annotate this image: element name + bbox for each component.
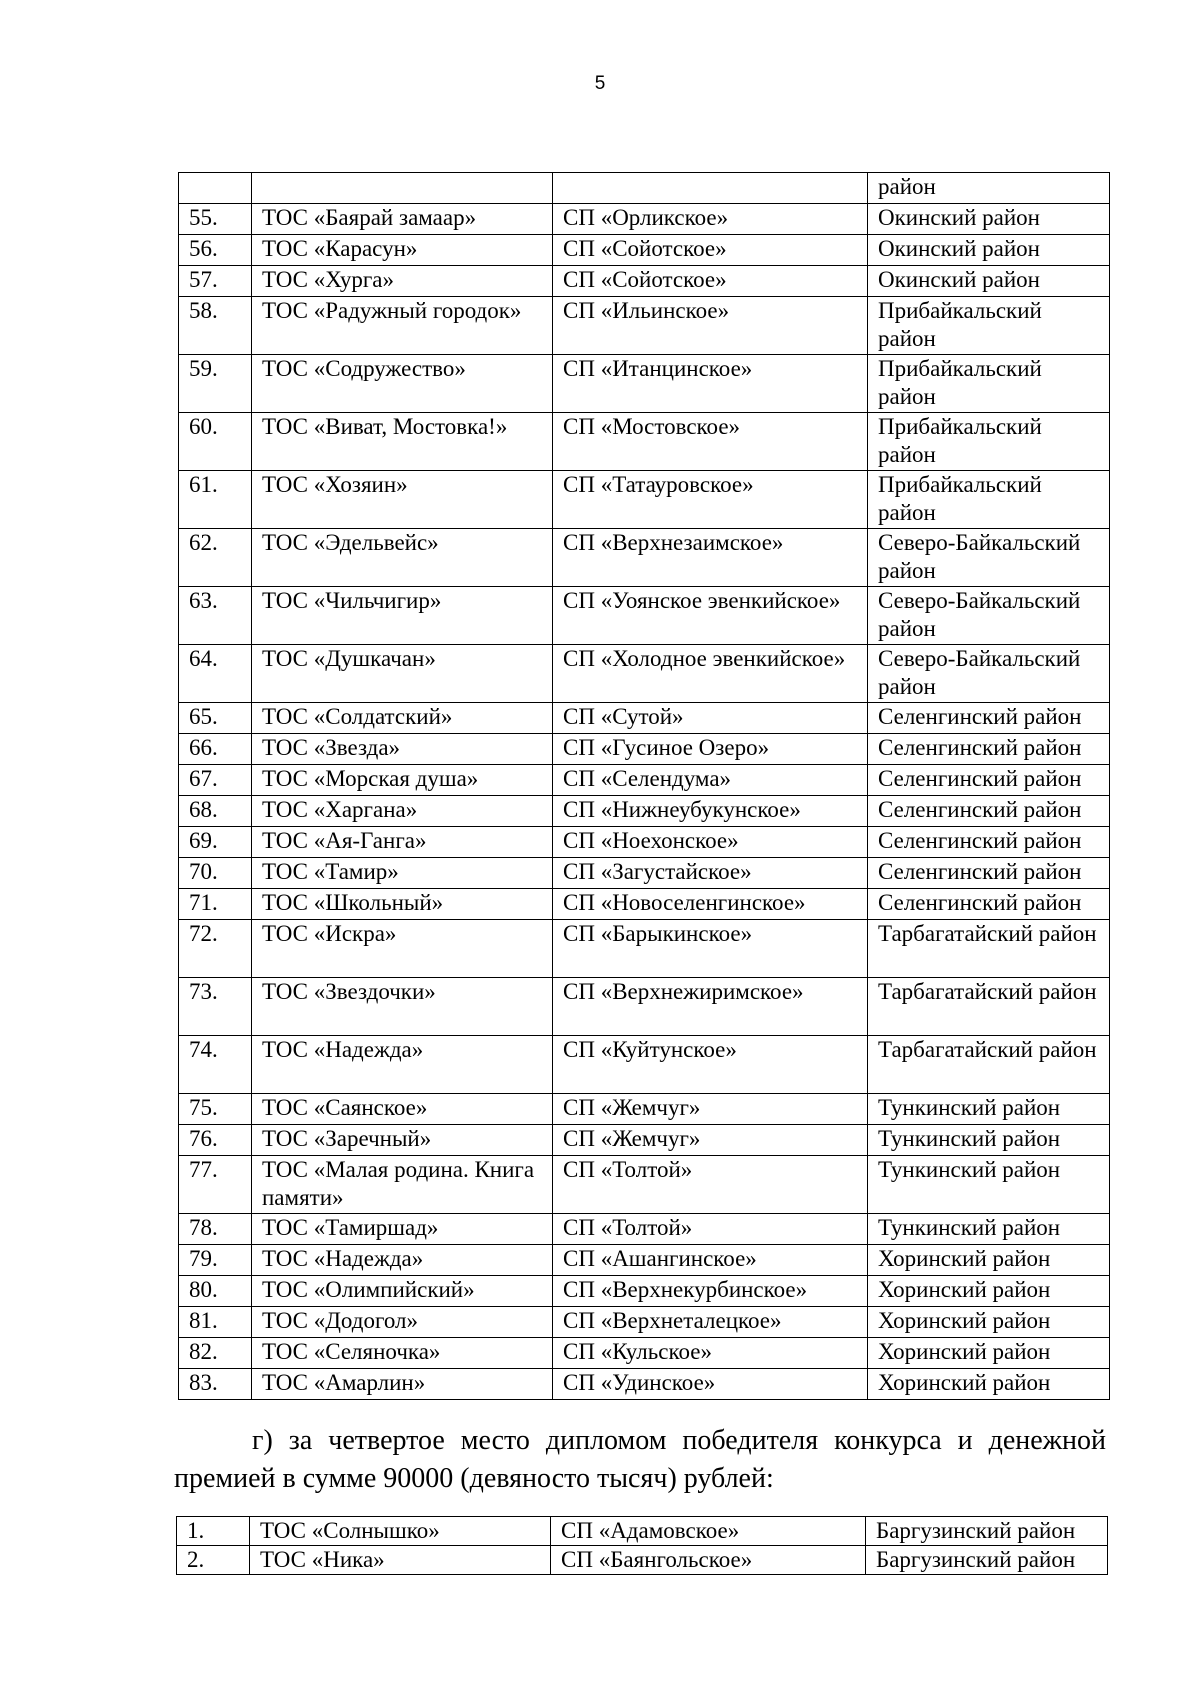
row-number: 61. <box>179 471 252 529</box>
district-name: Хоринский район <box>868 1245 1110 1276</box>
tos-name: ТОС «Морская душа» <box>252 765 553 796</box>
table-row <box>179 1307 1110 1338</box>
table-row <box>179 1036 1110 1094</box>
tos-name: ТОС «Амарлин» <box>252 1369 553 1400</box>
tos-name: ТОС «Малая родина. Книга памяти» <box>252 1156 553 1214</box>
tos-name: ТОС «Школьный» <box>252 889 553 920</box>
table-row <box>179 235 1110 266</box>
row-number: 72. <box>179 920 252 978</box>
table-row <box>179 1369 1110 1400</box>
settlement-name: СП «Сойотское» <box>553 235 868 266</box>
row-number: 65. <box>179 703 252 734</box>
district-name: Северо-Байкальский район <box>868 587 1110 645</box>
row-number: 81. <box>179 1307 252 1338</box>
tos-name: ТОС «Ника» <box>250 1546 551 1575</box>
row-number <box>179 173 252 204</box>
district-name: Селенгинский район <box>868 796 1110 827</box>
table-row <box>179 587 1110 645</box>
district-name: Окинский район <box>868 204 1110 235</box>
tos-name: ТОС «Солнышко» <box>250 1517 551 1546</box>
tos-name: ТОС «Ая-Ганга» <box>252 827 553 858</box>
district-name: Окинский район <box>868 266 1110 297</box>
tos-name: ТОС «Баярай замаар» <box>252 204 553 235</box>
settlement-name: СП «Сутой» <box>553 703 868 734</box>
table-row <box>179 173 1110 204</box>
settlement-name: СП «Орликское» <box>553 204 868 235</box>
settlement-name: СП «Загустайское» <box>553 858 868 889</box>
table-row <box>179 1338 1110 1369</box>
table-row <box>179 297 1110 355</box>
district-name: Селенгинский район <box>868 765 1110 796</box>
district-name: Прибайкальский район <box>868 471 1110 529</box>
district-name: Тункинский район <box>868 1125 1110 1156</box>
award-table-body <box>179 173 1110 1400</box>
row-number: 80. <box>179 1276 252 1307</box>
district-name: Тункинский район <box>868 1094 1110 1125</box>
district-name: Баргузинский район <box>866 1546 1108 1575</box>
row-number: 55. <box>179 204 252 235</box>
table-row <box>179 858 1110 889</box>
table-row <box>179 734 1110 765</box>
row-number: 63. <box>179 587 252 645</box>
table-row <box>179 355 1110 413</box>
table-row <box>179 796 1110 827</box>
tos-name: ТОС «Надежда» <box>252 1245 553 1276</box>
tos-name <box>252 173 553 204</box>
settlement-name: СП «Уоянское эвенкийское» <box>553 587 868 645</box>
district-name: район <box>868 173 1110 204</box>
table-row <box>179 529 1110 587</box>
settlement-name: СП «Селендума» <box>553 765 868 796</box>
fourth-place-paragraph: г) за четвертое место дипломом победителя конкурса и денежной премией в сумме 90000 (девяносто тысяч) рублей: <box>174 1425 1106 1494</box>
table-row <box>177 1546 1108 1575</box>
district-name: Хоринский район <box>868 1307 1110 1338</box>
district-name: Прибайкальский район <box>868 355 1110 413</box>
table-row <box>179 471 1110 529</box>
district-name: Тарбагатайский район <box>868 920 1110 978</box>
district-name: Тарбагатайский район <box>868 978 1110 1036</box>
tos-name: ТОС «Тамир» <box>252 858 553 889</box>
tos-name: ТОС «Карасун» <box>252 235 553 266</box>
page-number: 5 <box>594 73 606 94</box>
district-name: Селенгинский район <box>868 703 1110 734</box>
table-row <box>179 978 1110 1036</box>
row-number: 71. <box>179 889 252 920</box>
district-name: Баргузинский район <box>866 1517 1108 1546</box>
table-row <box>179 703 1110 734</box>
row-number: 60. <box>179 413 252 471</box>
row-number: 64. <box>179 645 252 703</box>
table-row <box>179 413 1110 471</box>
tos-name: ТОС «Чильчигир» <box>252 587 553 645</box>
row-number: 67. <box>179 765 252 796</box>
tos-name: ТОС «Олимпийский» <box>252 1276 553 1307</box>
table-row <box>179 889 1110 920</box>
settlement-name: СП «Холодное эвенкийское» <box>553 645 868 703</box>
settlement-name: СП «Адамовское» <box>551 1517 866 1546</box>
table-row <box>177 1517 1108 1546</box>
settlement-name: СП «Сойотское» <box>553 266 868 297</box>
row-number: 2. <box>177 1546 250 1575</box>
tos-name: ТОС «Солдатский» <box>252 703 553 734</box>
district-name: Окинский район <box>868 235 1110 266</box>
tos-name: ТОС «Душкачан» <box>252 645 553 703</box>
tos-name: ТОС «Саянское» <box>252 1094 553 1125</box>
tos-name: ТОС «Хозяин» <box>252 471 553 529</box>
settlement-name: СП «Барыкинское» <box>553 920 868 978</box>
settlement-name: СП «Верхнежиримское» <box>553 978 868 1036</box>
tos-name: ТОС «Искра» <box>252 920 553 978</box>
settlement-name: СП «Толтой» <box>553 1214 868 1245</box>
tos-name: ТОС «Звезда» <box>252 734 553 765</box>
district-name: Прибайкальский район <box>868 413 1110 471</box>
settlement-name: СП «Баянгольское» <box>551 1546 866 1575</box>
settlement-name: СП «Толтой» <box>553 1156 868 1214</box>
table-row <box>179 1125 1110 1156</box>
row-number: 83. <box>179 1369 252 1400</box>
tos-name: ТОС «Додогол» <box>252 1307 553 1338</box>
award-table <box>178 172 1110 1400</box>
district-name: Селенгинский район <box>868 827 1110 858</box>
district-name: Селенгинский район <box>868 858 1110 889</box>
settlement-name: СП «Мостовское» <box>553 413 868 471</box>
tos-name: ТОС «Эдельвейс» <box>252 529 553 587</box>
settlement-name: СП «Верхнезаимское» <box>553 529 868 587</box>
table-row <box>179 1156 1110 1214</box>
row-number: 82. <box>179 1338 252 1369</box>
settlement-name: СП «Ноехонское» <box>553 827 868 858</box>
settlement-name: СП «Татауровское» <box>553 471 868 529</box>
row-number: 77. <box>179 1156 252 1214</box>
tos-name: ТОС «Звездочки» <box>252 978 553 1036</box>
row-number: 68. <box>179 796 252 827</box>
district-name: Селенгинский район <box>868 889 1110 920</box>
settlement-name: СП «Новоселенгинское» <box>553 889 868 920</box>
row-number: 1. <box>177 1517 250 1546</box>
row-number: 62. <box>179 529 252 587</box>
table-row <box>179 266 1110 297</box>
row-number: 74. <box>179 1036 252 1094</box>
row-number: 66. <box>179 734 252 765</box>
row-number: 56. <box>179 235 252 266</box>
settlement-name: СП «Удинское» <box>553 1369 868 1400</box>
tos-name: ТОС «Виват, Мостовка!» <box>252 413 553 471</box>
settlement-name: СП «Ильинское» <box>553 297 868 355</box>
settlement-name: СП «Жемчуг» <box>553 1094 868 1125</box>
table-row <box>179 1094 1110 1125</box>
district-name: Хоринский район <box>868 1338 1110 1369</box>
table-row <box>179 920 1110 978</box>
district-name: Северо-Байкальский район <box>868 529 1110 587</box>
district-name: Селенгинский район <box>868 734 1110 765</box>
table-row <box>179 204 1110 235</box>
table-row <box>179 1214 1110 1245</box>
row-number: 76. <box>179 1125 252 1156</box>
district-name: Прибайкальский район <box>868 297 1110 355</box>
district-name: Северо-Байкальский район <box>868 645 1110 703</box>
row-number: 58. <box>179 297 252 355</box>
table-row <box>179 827 1110 858</box>
table-row <box>179 765 1110 796</box>
fourth-place-table <box>176 1516 1108 1575</box>
settlement-name: СП «Верхнекурбинское» <box>553 1276 868 1307</box>
settlement-name: СП «Ашангинское» <box>553 1245 868 1276</box>
district-name: Тарбагатайский район <box>868 1036 1110 1094</box>
tos-name: ТОС «Хурга» <box>252 266 553 297</box>
row-number: 78. <box>179 1214 252 1245</box>
table-row <box>179 1276 1110 1307</box>
tos-name: ТОС «Радужный городок» <box>252 297 553 355</box>
district-name: Хоринский район <box>868 1276 1110 1307</box>
table-row <box>179 645 1110 703</box>
tos-name: ТОС «Тамиршад» <box>252 1214 553 1245</box>
fourth-place-table-body <box>177 1517 1108 1575</box>
district-name: Тункинский район <box>868 1156 1110 1214</box>
row-number: 59. <box>179 355 252 413</box>
settlement-name: СП «Кульское» <box>553 1338 868 1369</box>
tos-name: ТОС «Содружество» <box>252 355 553 413</box>
row-number: 57. <box>179 266 252 297</box>
tos-name: ТОС «Надежда» <box>252 1036 553 1094</box>
row-number: 69. <box>179 827 252 858</box>
settlement-name <box>553 173 868 204</box>
settlement-name: СП «Нижнеубукунское» <box>553 796 868 827</box>
settlement-name: СП «Жемчуг» <box>553 1125 868 1156</box>
tos-name: ТОС «Харгана» <box>252 796 553 827</box>
settlement-name: СП «Итанцинское» <box>553 355 868 413</box>
settlement-name: СП «Гусиное Озеро» <box>553 734 868 765</box>
district-name: Тункинский район <box>868 1214 1110 1245</box>
row-number: 70. <box>179 858 252 889</box>
tos-name: ТОС «Заречный» <box>252 1125 553 1156</box>
settlement-name: СП «Куйтунское» <box>553 1036 868 1094</box>
tos-name: ТОС «Селяночка» <box>252 1338 553 1369</box>
row-number: 75. <box>179 1094 252 1125</box>
row-number: 79. <box>179 1245 252 1276</box>
table-row <box>179 1245 1110 1276</box>
row-number: 73. <box>179 978 252 1036</box>
district-name: Хоринский район <box>868 1369 1110 1400</box>
settlement-name: СП «Верхнеталецкое» <box>553 1307 868 1338</box>
